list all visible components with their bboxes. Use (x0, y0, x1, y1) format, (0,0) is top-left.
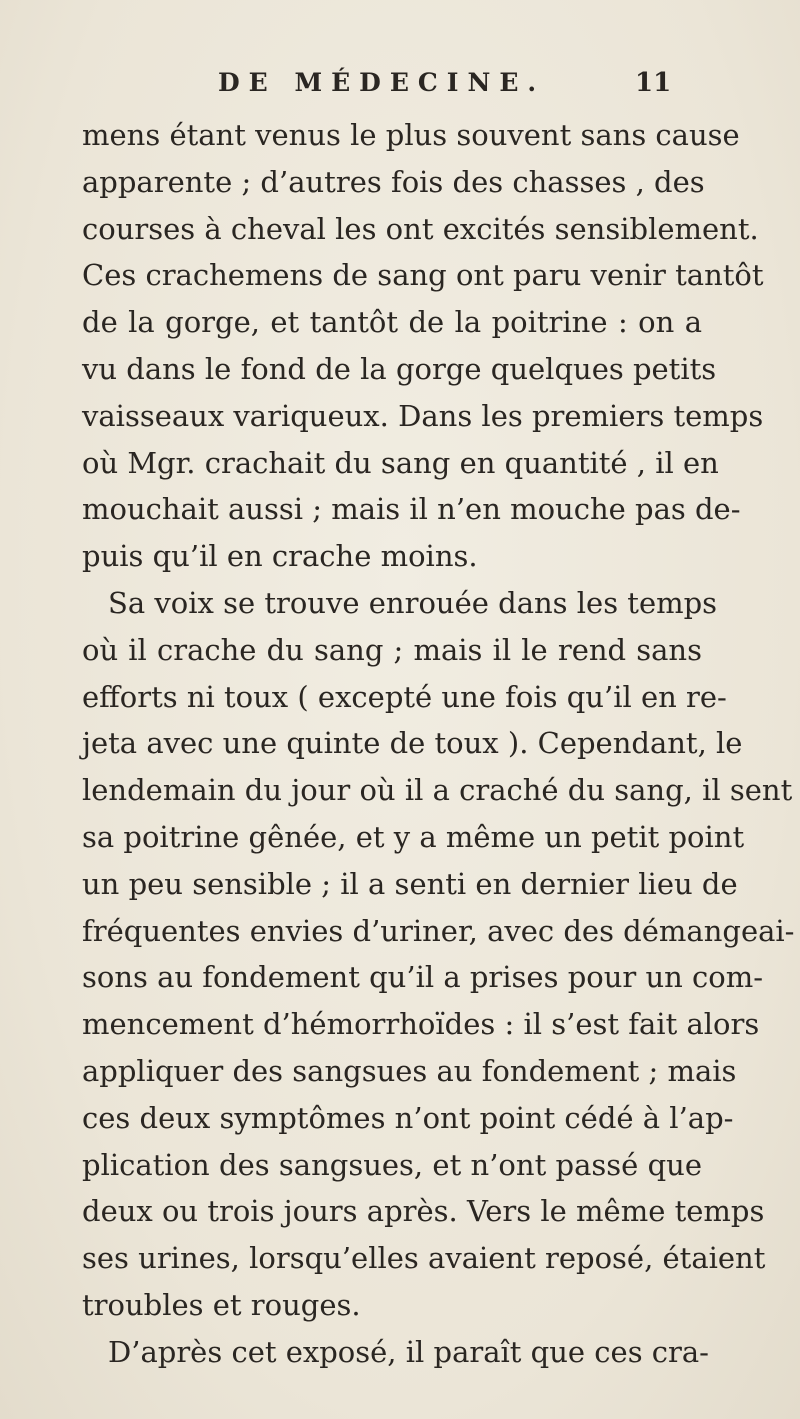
text-line: appliquer des sangsues au fondement ; mais (82, 1053, 737, 1088)
text-line: mencement d’hémorrhoïdes : il s’est fait alors (82, 1007, 760, 1042)
text-line: D’après cet exposé, il paraît que ces cra- (108, 1334, 709, 1369)
text-line: vaisseaux variqueux. Dans les premiers temps (82, 398, 764, 433)
text-line: de la gorge, et tantôt de la poitrine : on a (82, 305, 702, 340)
text-line: mouchait aussi ; mais il n’en mouche pas de- (82, 492, 741, 527)
text-line: apparente ; d’autres fois des chasses , des (82, 164, 705, 199)
text-line: puis qu’il en crache moins. (82, 539, 478, 574)
text-line: efforts ni toux ( excepté une fois qu’il en re- (82, 679, 727, 714)
text-line: vu dans le fond de la gorge quelques petits (82, 351, 717, 386)
page-number: 11 (635, 68, 672, 98)
text-line: sa poitrine gênée, et y a même un petit point (82, 819, 745, 854)
text-line: ces deux symptômes n’ont point cédé à l’ap- (82, 1100, 734, 1135)
text-line: où il crache du sang ; mais il le rend sans (82, 632, 702, 667)
page-header (0, 68, 800, 108)
text-line: où Mgr. crachait du sang en quantité , il en (82, 445, 719, 480)
text-line: un peu sensible ; il a senti en dernier lieu de (82, 866, 738, 901)
text-line: ses urines, lorsqu’elles avaient reposé, étaient (82, 1241, 766, 1276)
text-line: courses à cheval les ont excités sensiblement. (82, 211, 759, 246)
text-line: deux ou trois jours après. Vers le même temps (82, 1194, 765, 1229)
text-line: plication des sangsues, et n’ont passé que (82, 1147, 702, 1182)
running-title: DE MÉDECINE. (218, 68, 546, 97)
text-line: fréquentes envies d’uriner, avec des démangeai- (82, 913, 795, 948)
text-line: mens étant venus le plus souvent sans cause (82, 118, 740, 152)
text-line: Sa voix se trouve enrouée dans les temps (108, 585, 718, 620)
text-line: Ces crachemens de sang ont paru venir tantôt (82, 258, 764, 293)
text-line: lendemain du jour où il a craché du sang, il sent (82, 773, 793, 808)
text-line: jeta avec une quinte de toux ). Cependant, le (82, 726, 743, 761)
text-line: troubles et rouges. (82, 1287, 361, 1322)
body-text (82, 112, 795, 1376)
text-line: sons au fondement qu’il a prises pour un com- (82, 960, 764, 995)
